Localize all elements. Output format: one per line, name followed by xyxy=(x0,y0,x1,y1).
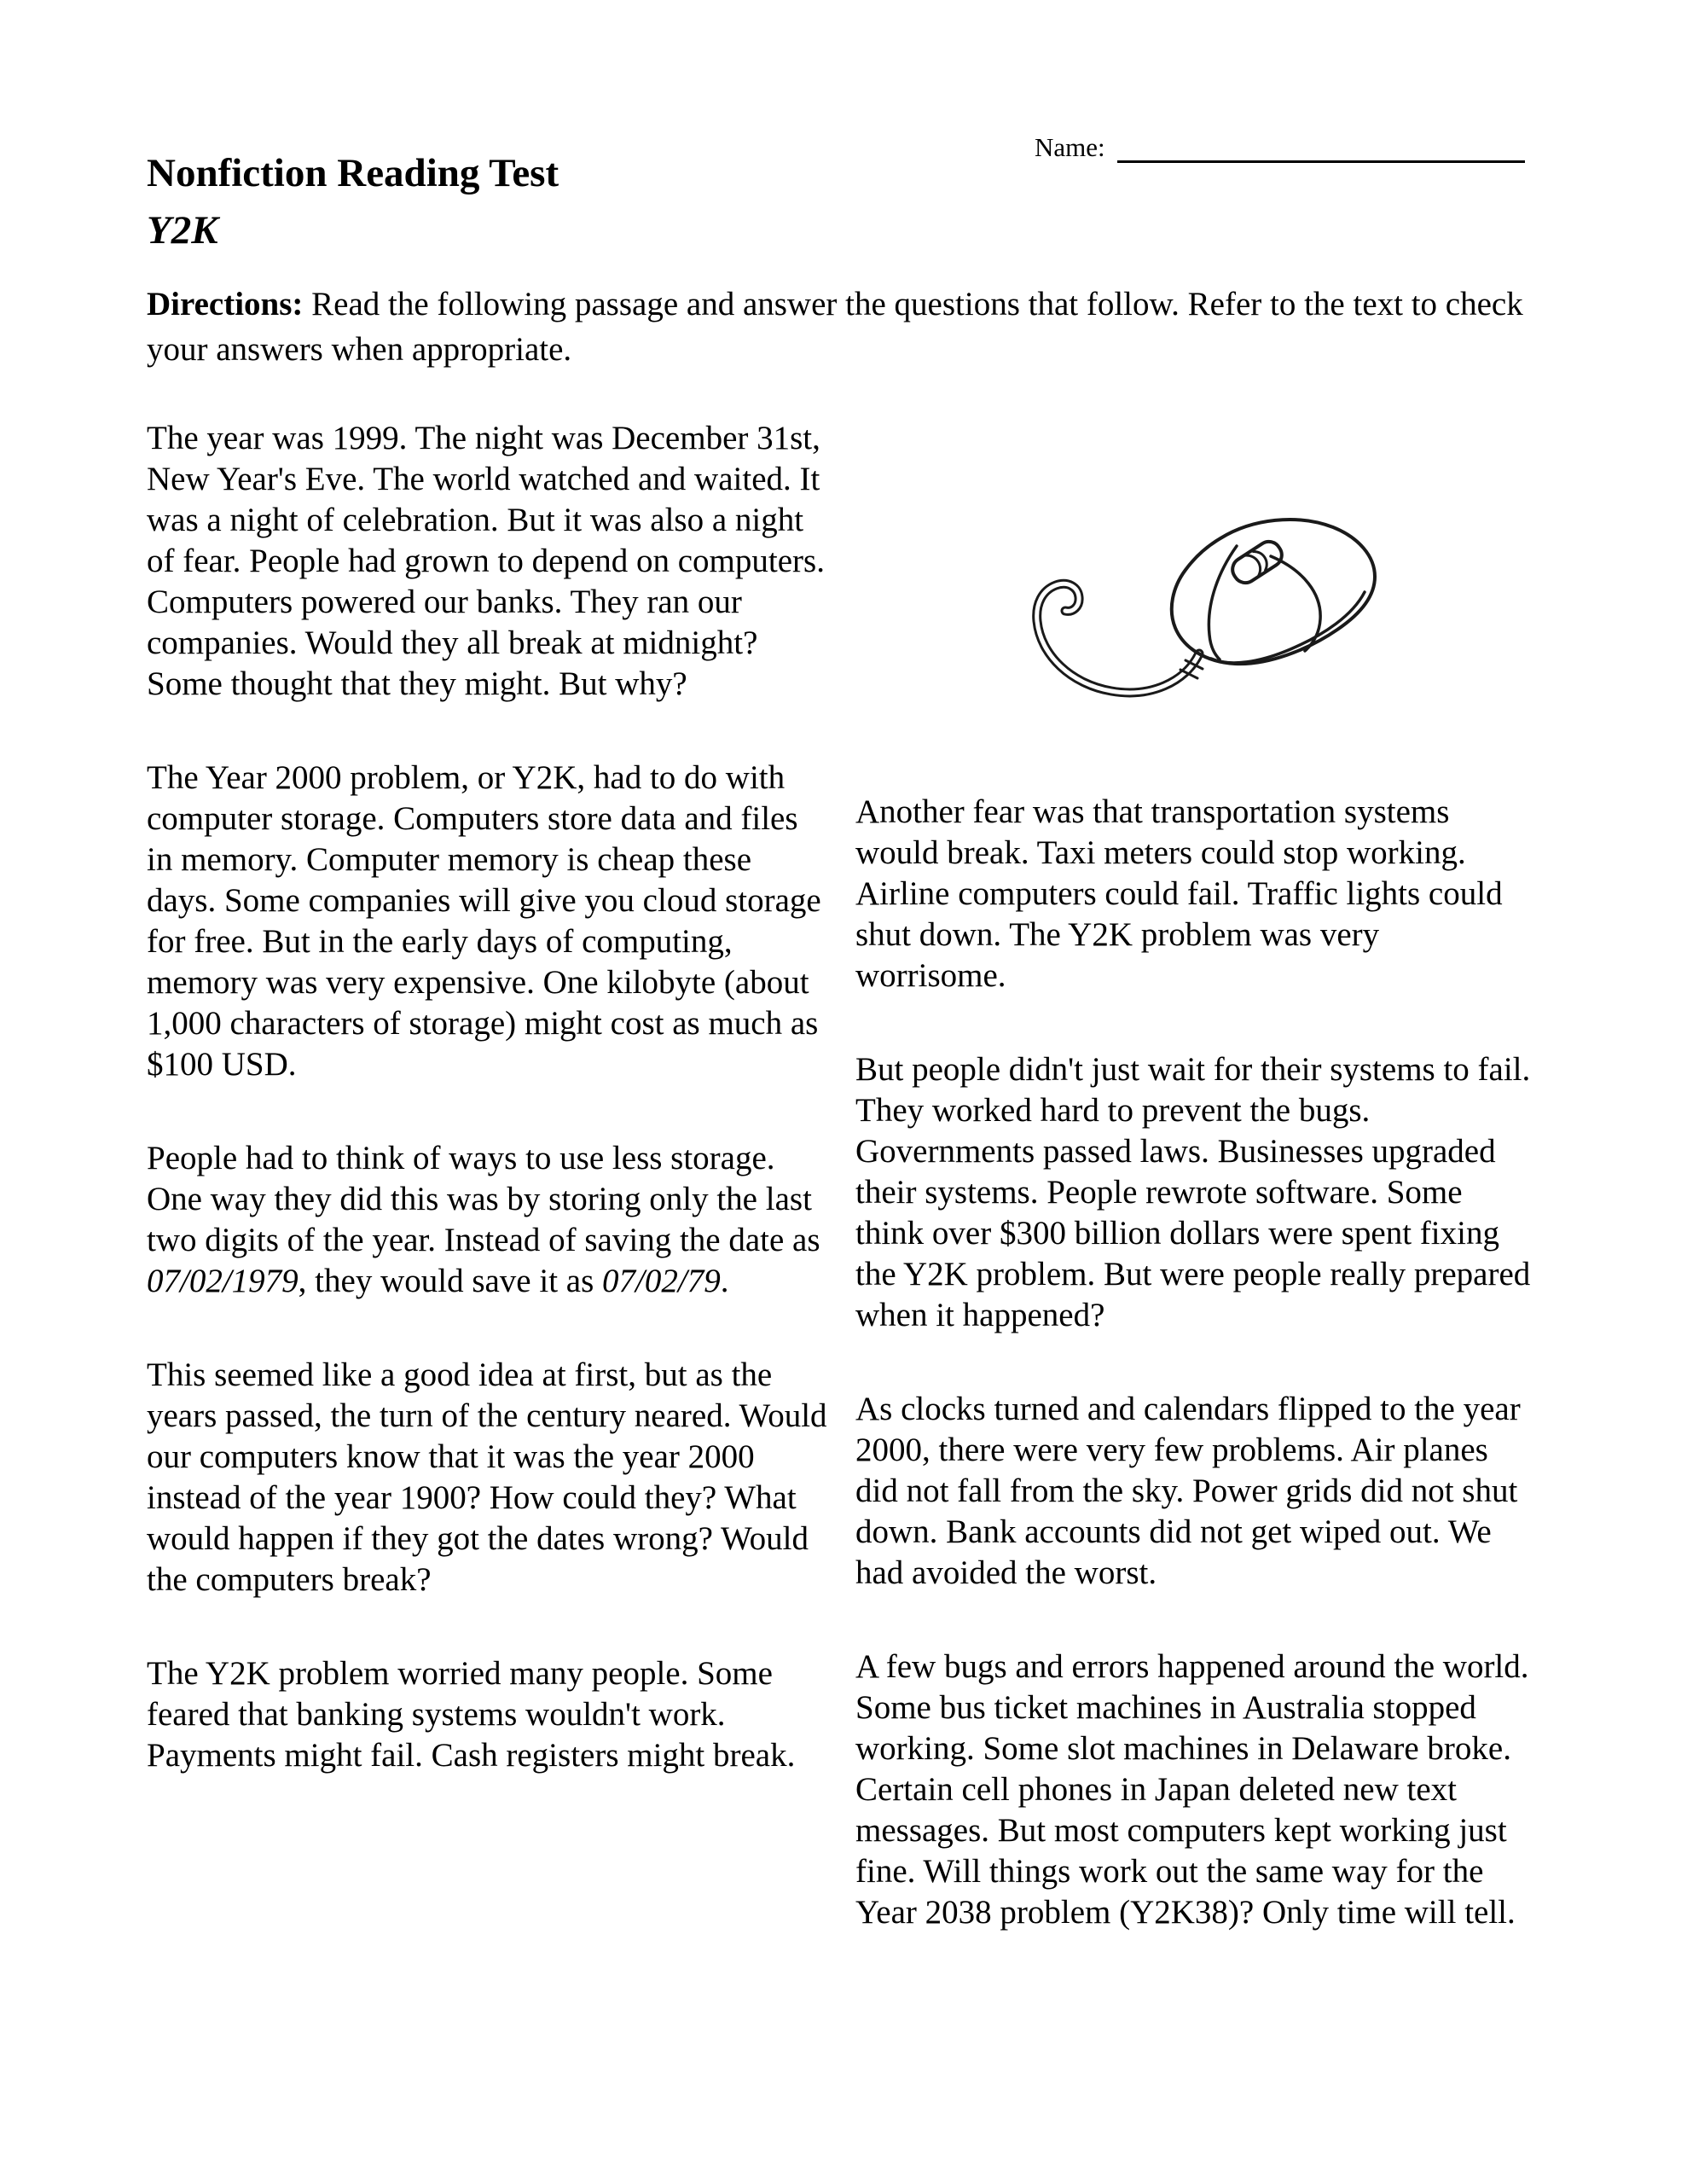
passage-paragraph-2: The Year 2000 problem, or Y2K, had to do with computer storage. Computers store data and files in memory. Computer memory is cheap these days. Some companies will give you cloud storage for free. But in the early days of computing, memory was very expensive. One kilobyte (about 1,000 characters of storage) might cost as much as $100 USD. xyxy=(147,759,821,1083)
passage-paragraph-9: A few bugs and errors happened around the world. Some bus ticket machines in Australia stopped working. Some slot machines in Delaware broke. Certain cell phones in Japan deleted new text messages. But most computers kept working just fine. Will things work out the same way for the Year 2038 problem (Y2K38)? Only time will tell. xyxy=(855,1648,1529,1931)
mouse-dome-edge xyxy=(1271,556,1320,651)
passage-paragraph-4: This seemed like a good idea at first, but as the years passed, the turn of the century neared. Would our computers know that it was the year 2000 instead of the year 1900? How could they? What would happen if they got the dates wrong? Would the computers break? xyxy=(147,1356,827,1598)
page-title: Nonfiction Reading Test xyxy=(147,151,559,195)
passage-paragraph-8: As clocks turned and calendars flipped to the year 2000, there were very few problems. Air planes did not fall from the sky. Power grids did not shut down. Bank accounts did not get wiped out. We had avoided the worst. xyxy=(855,1391,1521,1591)
page-subtitle: Y2K xyxy=(147,208,218,253)
directions-text: Read the following passage and answer the questions that follow. Refer to the text to check your answers when appropriate. xyxy=(147,286,1523,368)
passage-right-column xyxy=(855,792,1538,1986)
passage-paragraph-7: But people didn't just wait for their systems to fail. They worked hard to prevent the bugs. Governments passed laws. Businesses upgraded their systems. People rewrote software. Some think over $300 billion dollars were spent fixing the Y2K problem. But were people really prepared when it happened? xyxy=(855,1051,1531,1333)
passage-left-column xyxy=(147,418,829,1829)
passage-paragraph-1: The year was 1999. The night was December 31st, New Year's Eve. The world watched and waited. It was a night of celebration. But it was also a night of fear. People had grown to depend on computers. Computers powered our banks. They ran our companies. Would they all break at midnight? Some thought that they might. But why? xyxy=(147,420,825,702)
name-label: Name: xyxy=(1035,132,1105,162)
name-blank-line xyxy=(1117,130,1525,163)
passage-paragraph-3 xyxy=(147,1138,829,1302)
computer-mouse-illustration xyxy=(971,474,1467,732)
directions xyxy=(147,282,1524,372)
name-field-row xyxy=(1035,130,1525,163)
passage-paragraph-5: The Y2K problem worried many people. Some feared that banking systems wouldn't work. Payments might fail. Cash registers might break. xyxy=(147,1655,796,1774)
passage-paragraph-6: Another fear was that transportation systems would break. Taxi meters could stop working. Airline computers could fail. Traffic lights could shut down. The Y2K problem was very worrisome. xyxy=(855,793,1503,994)
passage-text: , they would save it as xyxy=(298,1263,603,1299)
date-example-short: 07/02/79 xyxy=(602,1263,721,1299)
date-example-full: 07/02/1979 xyxy=(147,1263,299,1299)
mouse-cable-outline xyxy=(1037,584,1199,693)
passage-text: People had to think of ways to use less storage. One way they did this was by storing only the last two digits of the year. Instead of saving the date as xyxy=(147,1140,820,1258)
passage-text: . xyxy=(720,1263,729,1299)
directions-label: Directions: xyxy=(147,286,304,322)
